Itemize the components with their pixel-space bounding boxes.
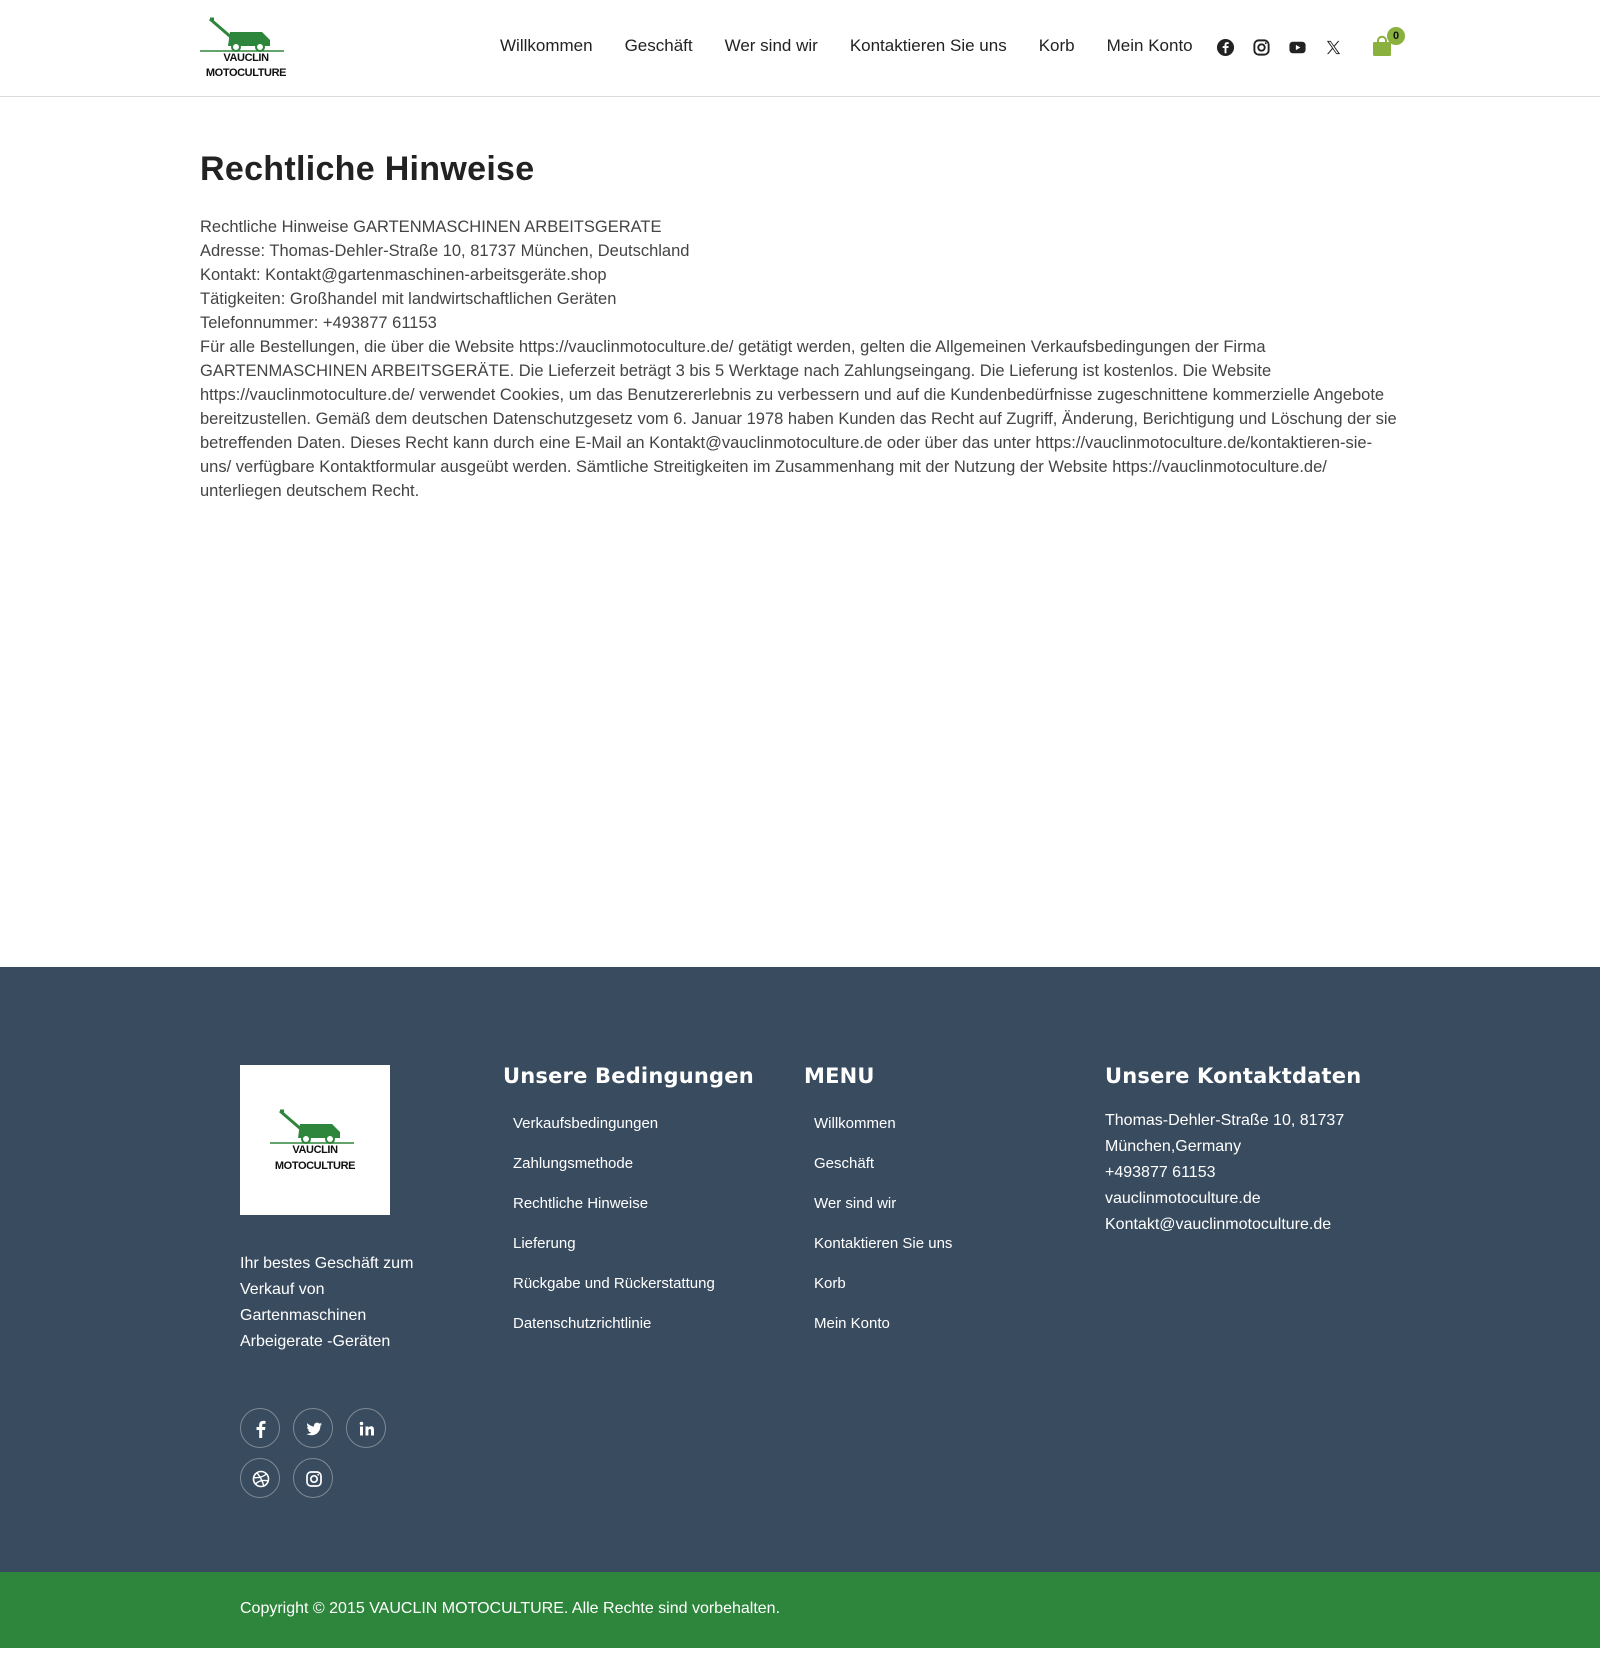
nav-kontakt[interactable]: Kontaktieren Sie uns	[849, 36, 1007, 55]
footer-dribbble-link[interactable]	[240, 1458, 280, 1498]
legal-line-phone: Telefonnummer: +493877 61153	[200, 314, 437, 332]
legal-line-company: Rechtliche Hinweise GARTENMASCHINEN ARBEITSGERATE	[200, 218, 662, 236]
youtube-icon[interactable]	[1288, 38, 1307, 57]
legal-paragraph: Für alle Bestellungen, die über die Website https://vauclinmotoculture.de/ getätigt werden, gelten die Allgemeinen Verkaufsbedingungen der Firma GARTENMASCHINEN ARBEITSGERÄTE. Die Lieferzeit beträgt 3 bis 5 Werktage nach Zahlungseingang. Die Lieferung ist kostenlos. Die Website https://vauclinmotoculture.de/ verwendet Cookies, um das Benutzererlebnis zu verbessern und auf die Kundenbedürfnisse zugeschnittene kommerzielle Angebote bereitzustellen. Gemäß dem deutschen Datenschutzgesetz vom 6. Januar 1978 haben Kunden das Recht auf Zugriff, Änderung, Berichtigung und Löschung der sie betreffenden Daten. Dieses Recht kann durch eine E-Mail an Kontakt@vauclinmotoculture.de oder über das unter https://vauclinmotoculture.de/kontaktieren-sie-uns/ verfügbare Kontaktformular ausgeübt werden. Sämtliche Streitigkeiten im Zusammenhang mit der Nutzung der Website https://vauclinmotoculture.de/ unterliegen deutschem Recht.	[200, 338, 1397, 500]
twitter-icon	[304, 1419, 324, 1439]
footer-menu-kontakt[interactable]: Kontaktieren Sie uns	[814, 1235, 953, 1252]
footer-link-zahlungsmethode[interactable]: Zahlungsmethode	[513, 1155, 634, 1172]
footer-menu-heading: MENU	[804, 1064, 875, 1088]
main-nav	[500, 36, 1225, 56]
footer-terms-column	[503, 1064, 754, 1354]
footer-logo-line1: VAUCLIN	[292, 1144, 338, 1156]
lawnmower-logo-icon	[270, 1108, 362, 1148]
footer-menu-korb[interactable]: Korb	[814, 1275, 846, 1292]
legal-line-activity: Tätigkeiten: Großhandel mit landwirtschaftlichen Geräten	[200, 290, 617, 308]
footer-link-rechtliche-hinweise[interactable]: Rechtliche Hinweise	[513, 1195, 649, 1212]
footer-instagram-link[interactable]	[293, 1458, 333, 1498]
footer-menu-mein-konto[interactable]: Mein Konto	[814, 1315, 890, 1332]
footer-menu-wer-sind-wir[interactable]: Wer sind wir	[814, 1195, 897, 1212]
nav-geschaeft[interactable]: Geschäft	[624, 36, 693, 55]
legal-notice-body	[200, 215, 1400, 503]
nav-willkommen[interactable]: Willkommen	[500, 36, 593, 55]
header-social-links	[1216, 38, 1343, 57]
footer-contact-phone[interactable]: +493877 61153	[1105, 1164, 1216, 1181]
footer-menu-column	[804, 1064, 952, 1354]
footer-contact-heading: Unsere Kontaktdaten	[1105, 1064, 1362, 1088]
page-title: Rechtliche Hinweise	[200, 150, 535, 188]
nav-korb[interactable]: Korb	[1038, 36, 1075, 55]
logo-line1: VAUCLIN	[223, 52, 269, 64]
facebook-icon[interactable]	[1216, 38, 1235, 57]
logo-line2: MOTOCULTURE	[205, 67, 287, 79]
nav-wer-sind-wir[interactable]: Wer sind wir	[724, 36, 818, 55]
footer-link-verkaufsbedingungen[interactable]: Verkaufsbedingungen	[513, 1115, 659, 1132]
footer-terms-heading: Unsere Bedingungen	[503, 1064, 754, 1088]
footer-menu-willkommen[interactable]: Willkommen	[814, 1115, 896, 1132]
footer-contact-street: Thomas-Dehler-Straße 10, 81737	[1105, 1112, 1345, 1129]
site-logo[interactable]	[200, 16, 292, 82]
footer-linkedin-link[interactable]	[346, 1408, 386, 1448]
copyright-bar	[0, 1572, 1600, 1648]
copyright-text: Copyright © 2015 VAUCLIN MOTOCULTURE. Alle Rechte sind vorbehalten.	[240, 1600, 781, 1617]
facebook-icon	[251, 1419, 271, 1439]
footer-facebook-link[interactable]	[240, 1408, 280, 1448]
footer-contact-website[interactable]: vauclinmotoculture.de	[1105, 1190, 1261, 1207]
footer-link-lieferung[interactable]: Lieferung	[513, 1235, 576, 1252]
footer-link-rueckgabe[interactable]: Rückgabe und Rückerstattung	[513, 1275, 715, 1292]
footer-menu-geschaeft[interactable]: Geschäft	[814, 1155, 875, 1172]
instagram-icon	[304, 1469, 324, 1489]
footer-contact-email[interactable]: Kontakt@vauclinmotoculture.de	[1105, 1216, 1332, 1233]
linkedin-icon	[357, 1419, 377, 1439]
site-header	[0, 0, 1600, 97]
nav-mein-konto[interactable]: Mein Konto	[1106, 36, 1193, 55]
dribbble-icon	[251, 1469, 271, 1489]
x-twitter-icon[interactable]	[1324, 38, 1343, 57]
footer-tagline: Ihr bestes Geschäft zum Verkauf von Gartenmaschinen Arbeigerate -Geräten	[240, 1255, 414, 1350]
footer-contact-city: München,Germany	[1105, 1138, 1242, 1155]
footer-twitter-link[interactable]	[293, 1408, 333, 1448]
footer-logo-line2: MOTOCULTURE	[274, 1160, 356, 1172]
footer-logo[interactable]	[240, 1065, 390, 1215]
instagram-icon[interactable]	[1252, 38, 1271, 57]
cart-count-badge: 0	[1387, 27, 1405, 45]
legal-line-address: Adresse: Thomas-Dehler-Straße 10, 81737 München, Deutschland	[200, 242, 690, 260]
lawnmower-logo-icon	[200, 16, 292, 56]
legal-line-contact: Kontakt: Kontakt@gartenmaschinen-arbeitsgeräte.shop	[200, 266, 607, 284]
footer-link-datenschutz[interactable]: Datenschutzrichtlinie	[513, 1315, 652, 1332]
site-footer	[0, 967, 1600, 1572]
footer-contact-column	[1105, 1064, 1361, 1238]
main-content	[200, 150, 1400, 503]
